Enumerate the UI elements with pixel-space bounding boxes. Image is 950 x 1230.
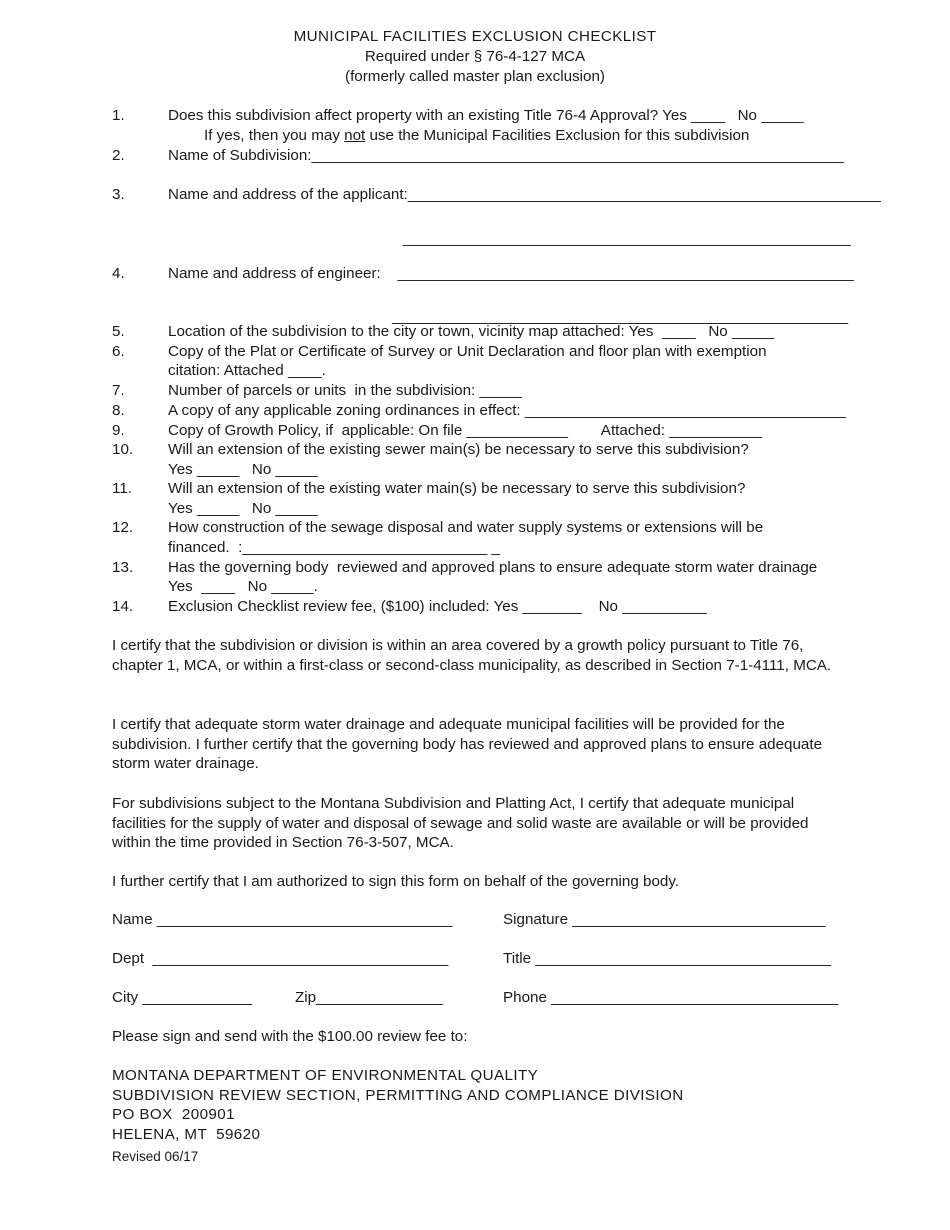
certification-growth-policy: I certify that the subdivision or division is within an area covered by a growth policy pursuant to Title 76, chapter 1, MCA, or within a first-class or second-class municipality, as described in Section 7-1-4111, MCA. [112, 637, 832, 674]
item-number: 6. [112, 343, 125, 360]
growth-policy-field[interactable]: Copy of Growth Policy, if applicable: On file ____________ Attached: ___________ [168, 422, 763, 439]
item-number: 1. [112, 107, 125, 124]
drainage-answer[interactable]: Yes ____ No _____. [168, 578, 318, 595]
item-number: 9. [112, 422, 125, 439]
subdivision-name-field[interactable]: Name of Subdivision:_______________________________________________________________ [168, 147, 844, 164]
financing-answer[interactable]: financed. :_____________________________ _ [168, 539, 500, 556]
applicant-address-field[interactable]: Name and address of the applicant:________________________________________________________ [168, 186, 881, 203]
form-subtitle: Required under § 76-4-127 MCA [364, 48, 586, 65]
phone-field[interactable]: Phone __________________________________ [503, 989, 839, 1006]
drainage-question: Has the governing body reviewed and approved plans to ensure adequate storm water drainage [168, 559, 818, 576]
address-line: MONTANA DEPARTMENT OF ENVIRONMENTAL QUALITY [112, 1067, 539, 1084]
vicinity-map-field[interactable]: Location of the subdivision to the city or town, vicinity map attached: Yes ____ No _____ [168, 323, 775, 340]
financing-question: How construction of the sewage disposal and water supply systems or extensions will be [168, 519, 764, 536]
item-number: 5. [112, 323, 125, 340]
item-number: 11. [112, 480, 132, 497]
item-number: 7. [112, 382, 125, 399]
zip-field[interactable]: Zip_______________ [295, 989, 443, 1006]
dept-field[interactable]: Dept ___________________________________ [112, 950, 449, 967]
name-field[interactable]: Name ___________________________________ [112, 911, 453, 928]
item-number: 12. [112, 519, 134, 536]
item-number: 10. [112, 441, 134, 458]
engineer-address-field[interactable]: Name and address of engineer: ______________________________________________________ [168, 265, 854, 282]
form-title: MUNICIPAL FACILITIES EXCLUSION CHECKLIST [293, 28, 657, 45]
send-instruction: Please sign and send with the $100.00 review fee to: [112, 1028, 468, 1045]
address-line: PO BOX 200901 [112, 1106, 235, 1123]
signature-field[interactable]: Signature ______________________________ [503, 911, 826, 928]
title-field[interactable]: Title ___________________________________ [503, 950, 831, 967]
item-number: 4. [112, 265, 125, 282]
item-existing-approval[interactable]: Does this subdivision affect property with an existing Title 76-4 Approval? Yes ____ No _____ [168, 107, 804, 124]
item-number: 2. [112, 147, 125, 164]
note-pre: If yes, then you may [204, 127, 345, 144]
form-subtitle-note: (formerly called master plan exclusion) [345, 68, 605, 85]
revision-date: Revised 06/17 [112, 1149, 199, 1164]
sewer-extension-answer[interactable]: Yes _____ No _____ [168, 461, 318, 478]
item-number: 3. [112, 186, 125, 203]
water-extension-question: Will an extension of the existing water main(s) be necessary to serve this subdivision? [168, 480, 746, 497]
certification-facilities: For subdivisions subject to the Montana Subdivision and Platting Act, I certify that adequate municipal facilities for the supply of water and disposal of sewage and solid waste are available or will be provided within the time provided in Section 76-3-507, MCA. [112, 795, 809, 851]
water-extension-answer[interactable]: Yes _____ No _____ [168, 500, 318, 517]
applicant-address-line2[interactable]: _____________________________________________________ [403, 230, 851, 247]
plat-copy-field: Copy of the Plat or Certificate of Survey or Unit Declaration and floor plan with exemption [168, 343, 767, 360]
city-field[interactable]: City _____________ [112, 989, 253, 1006]
item-number: 13. [112, 559, 134, 576]
review-fee-field[interactable]: Exclusion Checklist review fee, ($100) included: Yes _______ No __________ [168, 598, 707, 615]
parcel-count-field[interactable]: Number of parcels or units in the subdivision: _____ [168, 382, 522, 399]
item-number: 14. [112, 598, 134, 615]
address-line: SUBDIVISION REVIEW SECTION, PERMITTING AND COMPLIANCE DIVISION [112, 1087, 684, 1104]
address-line: HELENA, MT 59620 [112, 1126, 261, 1143]
zoning-field[interactable]: A copy of any applicable zoning ordinances in effect: ______________________________________ [168, 402, 846, 419]
engineer-address-line2[interactable]: ______________________________________________________ [392, 308, 849, 325]
item-number: 8. [112, 402, 125, 419]
certification-authority: I further certify that I am authorized to sign this form on behalf of the governing body. [112, 873, 680, 890]
note-emphasis: not [344, 127, 366, 144]
certification-drainage: I certify that adequate storm water drainage and adequate municipal facilities will be provided for the subdivision. I further certify that the governing body has reviewed and approved plans to ensure adequate storm water drainage. [112, 716, 823, 772]
sewer-extension-question: Will an extension of the existing sewer main(s) be necessary to serve this subdivision? [168, 441, 749, 458]
note-post: use the Municipal Facilities Exclusion for this subdivision [365, 127, 750, 144]
plat-attached-field[interactable]: citation: Attached ____. [168, 362, 326, 379]
item-note [204, 126, 749, 145]
